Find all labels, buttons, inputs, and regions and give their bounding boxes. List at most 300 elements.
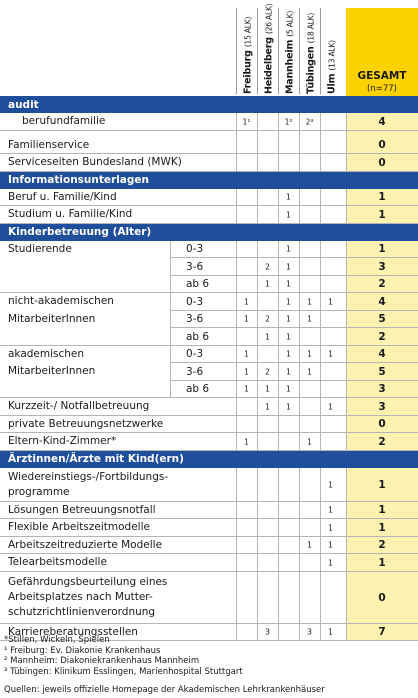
total-value: 1 (378, 504, 386, 517)
footnote: ³ Tübingen: Klinikum Esslingen, Marienhospital Stuttgart (4, 666, 243, 677)
source-note: Quellen: jeweils offizielle Homepage der Akademischen Lehrkrankenhäuser (4, 685, 325, 695)
total-cell (346, 416, 418, 434)
university-value: 1 (265, 402, 270, 412)
university-value: 1 (307, 437, 312, 447)
column-divider (236, 433, 237, 451)
table-row (0, 258, 418, 276)
total-value: 1 (378, 208, 386, 221)
column-divider (320, 276, 321, 294)
column-divider (170, 276, 171, 294)
column-divider (299, 346, 300, 364)
column-divider (346, 311, 347, 329)
column-divider (170, 311, 171, 329)
column-divider (299, 113, 300, 131)
column-divider (320, 137, 321, 155)
column-divider (346, 572, 347, 624)
age-group-label: 0-3 (186, 348, 204, 361)
total-cell (346, 572, 418, 624)
column-divider (278, 206, 279, 224)
total-value: 5 (378, 365, 386, 378)
column-divider (236, 537, 237, 555)
university-value: 1 (244, 384, 249, 394)
total-cell (346, 258, 418, 276)
total-cell (346, 502, 418, 520)
column-divider (170, 258, 171, 276)
total-cell (346, 519, 418, 537)
university-value: 1 (286, 297, 291, 307)
row-label: Familienservice (8, 138, 90, 151)
total-value: 4 (378, 295, 386, 308)
column-divider (236, 276, 237, 294)
column-divider (236, 572, 237, 624)
university-value: 1 (286, 332, 291, 342)
column-divider (299, 154, 300, 172)
total-cell (346, 241, 418, 259)
total-cell (346, 206, 418, 224)
university-count: (26 ALK) (264, 3, 273, 34)
column-divider (346, 468, 347, 502)
column-divider (320, 346, 321, 364)
total-value: 1 (378, 191, 386, 204)
row-label: nicht-akademischen (8, 295, 114, 308)
university-value: 1 (307, 540, 312, 550)
university-name: Ulm (326, 70, 337, 94)
column-divider (278, 276, 279, 294)
table-row (0, 363, 418, 381)
university-value: 3 (265, 627, 270, 637)
university-value: 1 (286, 349, 291, 359)
column-divider (236, 468, 237, 502)
row-label: Arbeitszeitreduzierte Modelle (8, 538, 163, 551)
column-divider (236, 293, 237, 311)
column-divider (257, 363, 258, 381)
column-divider (236, 189, 237, 207)
university-value: 1 (244, 367, 249, 377)
column-divider (346, 241, 347, 259)
university-value: 1 (307, 367, 312, 377)
column-divider (320, 293, 321, 311)
total-cell (346, 554, 418, 572)
column-divider (257, 554, 258, 572)
row-label: programme (8, 485, 70, 498)
university-label (263, 4, 274, 94)
total-value: 2 (378, 278, 386, 291)
total-column-header (346, 8, 418, 96)
row-label: Kurzzeit-/ Notfallbetreuung (8, 400, 150, 413)
column-divider (299, 502, 300, 520)
table-row (0, 113, 418, 131)
column-divider (278, 241, 279, 259)
column-divider (299, 537, 300, 555)
column-divider (320, 241, 321, 259)
row-label: Serviceseiten Bundesland (MWK) (8, 156, 182, 169)
total-cell (346, 468, 418, 502)
column-divider (278, 154, 279, 172)
table-row (0, 398, 418, 416)
table-row (0, 468, 418, 502)
column-divider (257, 519, 258, 537)
column-divider (320, 519, 321, 537)
column-divider (299, 276, 300, 294)
column-divider (257, 502, 258, 520)
table-row (0, 328, 418, 346)
column-divider (278, 519, 279, 537)
table-row (0, 346, 418, 364)
column-divider (278, 258, 279, 276)
row-label: Lösungen Betreuungsnotfall (8, 503, 156, 516)
university-value: 1 (265, 384, 270, 394)
column-divider (346, 113, 347, 131)
total-value: 2 (378, 435, 386, 448)
column-divider (278, 433, 279, 451)
column-divider (320, 416, 321, 434)
column-divider (278, 293, 279, 311)
column-divider (257, 189, 258, 207)
column-divider (257, 433, 258, 451)
column-divider (236, 416, 237, 434)
column-divider (320, 206, 321, 224)
column-divider (299, 416, 300, 434)
age-group-label: 3-6 (186, 313, 204, 326)
university-value: 1 (244, 314, 249, 324)
university-value: 1 (286, 192, 291, 202)
section-header (0, 96, 418, 113)
column-divider (236, 206, 237, 224)
university-value: 1 (265, 279, 270, 289)
total-cell (346, 381, 418, 399)
university-value: 1 (286, 279, 291, 289)
column-divider (320, 189, 321, 207)
total-value: 4 (378, 115, 386, 128)
total-cell (346, 276, 418, 294)
section-label: Ärztinnen/Ärzte mit Kind(ern) (8, 453, 184, 465)
column-divider (278, 346, 279, 364)
column-divider (346, 258, 347, 276)
table-row (0, 189, 418, 207)
section-label: Kinderbetreuung (Alter) (8, 226, 152, 238)
total-header-label: GESAMT (357, 70, 407, 82)
column-divider (257, 276, 258, 294)
university-value: 1 (307, 314, 312, 324)
total-cell (346, 346, 418, 364)
row-label: Arbeitsplatzes nach Mutter- (8, 591, 153, 603)
column-divider (236, 398, 237, 416)
column-divider (299, 137, 300, 155)
column-divider (320, 398, 321, 416)
column-divider (299, 293, 300, 311)
column-divider (299, 241, 300, 259)
column-divider (299, 189, 300, 207)
row-label: MitarbeiterInnen (8, 365, 96, 378)
column-divider (346, 519, 347, 537)
row-label: Eltern-Kind-Zimmer* (8, 435, 117, 448)
column-divider (278, 502, 279, 520)
column-divider (346, 293, 347, 311)
university-value: 1 (328, 402, 333, 412)
university-value: 1 (286, 384, 291, 394)
column-divider (236, 154, 237, 172)
total-cell (346, 154, 418, 172)
total-cell (346, 293, 418, 311)
total-value: 4 (378, 348, 386, 361)
total-value: 0 (378, 139, 386, 152)
university-label (326, 40, 337, 94)
row-label: akademischen (8, 347, 85, 360)
row-label: Studium u. Familie/Kind (8, 208, 133, 221)
column-divider (346, 206, 347, 224)
table-row (0, 554, 418, 572)
column-divider (320, 572, 321, 624)
total-cell (346, 328, 418, 346)
column-divider (257, 381, 258, 399)
table-row (0, 206, 418, 224)
column-divider (320, 468, 321, 502)
table-row (0, 433, 418, 451)
column-divider (320, 154, 321, 172)
column-divider (346, 502, 347, 520)
section-header (0, 224, 418, 241)
university-column-header (278, 8, 300, 94)
column-divider (257, 137, 258, 155)
total-value: 0 (378, 591, 386, 604)
university-value: 1² (284, 117, 293, 127)
row-label: Studierende (8, 242, 72, 255)
column-divider (170, 346, 171, 364)
row-label: Telearbeitsmodelle (8, 556, 107, 569)
column-divider (257, 416, 258, 434)
column-header (0, 0, 418, 96)
column-divider (236, 258, 237, 276)
column-divider (257, 398, 258, 416)
total-cell (346, 311, 418, 329)
total-value: 3 (378, 400, 386, 413)
column-divider (299, 311, 300, 329)
column-divider (236, 346, 237, 364)
column-divider (278, 311, 279, 329)
column-divider (346, 137, 347, 155)
column-divider (236, 241, 237, 259)
table-row (0, 519, 418, 537)
row-label: Karriereberatungsstellen (8, 625, 138, 638)
total-cell (346, 398, 418, 416)
column-divider (170, 381, 171, 399)
column-divider (299, 363, 300, 381)
age-group-label: ab 6 (186, 330, 210, 343)
total-cell (346, 137, 418, 155)
column-divider (257, 293, 258, 311)
row-label: schutzrichtlinienverordnung (8, 606, 156, 618)
column-divider (320, 502, 321, 520)
university-count: (15 ALK) (243, 16, 252, 48)
column-divider (257, 572, 258, 624)
total-cell (346, 433, 418, 451)
university-value: 1 (286, 262, 291, 272)
total-value: 1 (378, 243, 386, 256)
table-row (0, 416, 418, 434)
age-group-label: 0-3 (186, 243, 204, 256)
footnote: ¹ Freiburg: Ev. Diakonie Krankenhaus (4, 645, 161, 656)
table-row (0, 502, 418, 520)
total-value: 3 (378, 260, 386, 273)
column-divider (236, 137, 237, 155)
column-divider (278, 572, 279, 624)
total-cell (346, 189, 418, 207)
column-divider (257, 154, 258, 172)
column-divider (299, 572, 300, 624)
section-label: Informationsunterlagen (8, 174, 149, 186)
row-label: private Betreuungsnetzwerke (8, 417, 164, 430)
column-divider (278, 189, 279, 207)
column-divider (346, 346, 347, 364)
university-value: 1 (244, 437, 249, 447)
table-row (0, 572, 418, 624)
university-value: 2 (265, 367, 270, 377)
university-column-header (236, 8, 258, 94)
row-label: Wiedereinstiegs-/Fortbildungs- (8, 470, 169, 483)
university-value: 1 (286, 210, 291, 220)
section-label: audit (8, 98, 39, 111)
section-header (0, 451, 418, 468)
university-count: (13 ALK) (327, 40, 336, 71)
total-value: 0 (378, 418, 386, 431)
university-value: 1 (328, 523, 333, 533)
university-column-header (320, 8, 342, 94)
age-group-label: 3-6 (186, 260, 204, 273)
age-group-label: 3-6 (186, 365, 204, 378)
row-label: MitarbeiterInnen (8, 312, 96, 325)
column-divider (236, 311, 237, 329)
column-divider (346, 363, 347, 381)
university-value: 1 (244, 297, 249, 307)
column-divider (278, 537, 279, 555)
section-header (0, 172, 418, 189)
column-divider (299, 398, 300, 416)
university-value: 1 (328, 349, 333, 359)
column-divider (236, 502, 237, 520)
column-divider (299, 206, 300, 224)
column-divider (299, 519, 300, 537)
total-cell (346, 113, 418, 131)
university-value: 1 (286, 367, 291, 377)
table-row (0, 381, 418, 399)
column-divider (320, 537, 321, 555)
column-divider (320, 258, 321, 276)
age-group-label: ab 6 (186, 383, 210, 396)
university-label (284, 11, 295, 94)
footnotes (4, 635, 416, 677)
column-divider (320, 363, 321, 381)
column-divider (346, 398, 347, 416)
column-divider (278, 554, 279, 572)
university-label (305, 13, 316, 94)
column-divider (257, 311, 258, 329)
column-divider (346, 189, 347, 207)
footnote: *Stillen, Wickeln, Spielen (4, 635, 110, 645)
column-divider (257, 328, 258, 346)
column-divider (278, 113, 279, 131)
column-divider (278, 328, 279, 346)
university-count: (5 ALK) (285, 10, 294, 37)
footnote: ² Mannheim: Diakoniekrankenhaus Mannheim (4, 656, 200, 666)
table-row (0, 241, 418, 259)
column-divider (320, 433, 321, 451)
total-value: 7 (378, 626, 386, 639)
column-divider (236, 519, 237, 537)
column-divider (257, 206, 258, 224)
column-divider (170, 363, 171, 381)
column-divider (278, 398, 279, 416)
university-value: 1 (286, 244, 291, 254)
age-group-label: 0-3 (186, 295, 204, 308)
table-row (0, 154, 418, 172)
column-divider (299, 381, 300, 399)
university-value: 1 (307, 297, 312, 307)
university-label (242, 17, 253, 94)
university-name: Mannheim (284, 36, 295, 94)
column-divider (320, 328, 321, 346)
university-column-header (257, 3, 279, 94)
university-name: Freiburg (242, 47, 253, 94)
column-divider (346, 433, 347, 451)
university-column-header (299, 8, 321, 94)
column-divider (320, 554, 321, 572)
total-value: 5 (378, 313, 386, 326)
university-value: 1 (286, 402, 291, 412)
university-value: 1 (328, 540, 333, 550)
column-divider (278, 381, 279, 399)
table-row (0, 537, 418, 555)
column-divider (278, 468, 279, 502)
university-value: 2³ (305, 117, 314, 127)
university-value: 1¹ (242, 117, 251, 127)
row-label: Flexible Arbeitszeitmodelle (8, 521, 150, 534)
column-divider (299, 433, 300, 451)
column-divider (257, 537, 258, 555)
total-value: 3 (378, 383, 386, 396)
column-divider (236, 363, 237, 381)
column-divider (346, 537, 347, 555)
column-divider (278, 363, 279, 381)
university-value: 1 (286, 314, 291, 324)
column-divider (257, 468, 258, 502)
column-divider (170, 293, 171, 311)
age-group-label: ab 6 (186, 278, 210, 291)
table-row (0, 276, 418, 294)
column-divider (278, 416, 279, 434)
total-value: 2 (378, 330, 386, 343)
column-divider (236, 554, 237, 572)
column-divider (299, 328, 300, 346)
column-divider (257, 113, 258, 131)
university-name: Tübingen (305, 43, 316, 94)
column-divider (346, 416, 347, 434)
university-value: 1 (328, 627, 333, 637)
university-value: 1 (307, 349, 312, 359)
column-divider (257, 241, 258, 259)
total-value: 1 (378, 478, 386, 491)
table-row (0, 293, 418, 311)
column-divider (236, 381, 237, 399)
university-value: 1 (328, 297, 333, 307)
column-divider (346, 276, 347, 294)
table-row (0, 311, 418, 329)
university-count: (18 ALK) (306, 12, 315, 44)
column-divider (346, 328, 347, 346)
total-header-sub: (n=77) (367, 84, 397, 94)
row-label: berufundfamilie (22, 115, 106, 128)
column-divider (299, 554, 300, 572)
total-value: 2 (378, 539, 386, 552)
